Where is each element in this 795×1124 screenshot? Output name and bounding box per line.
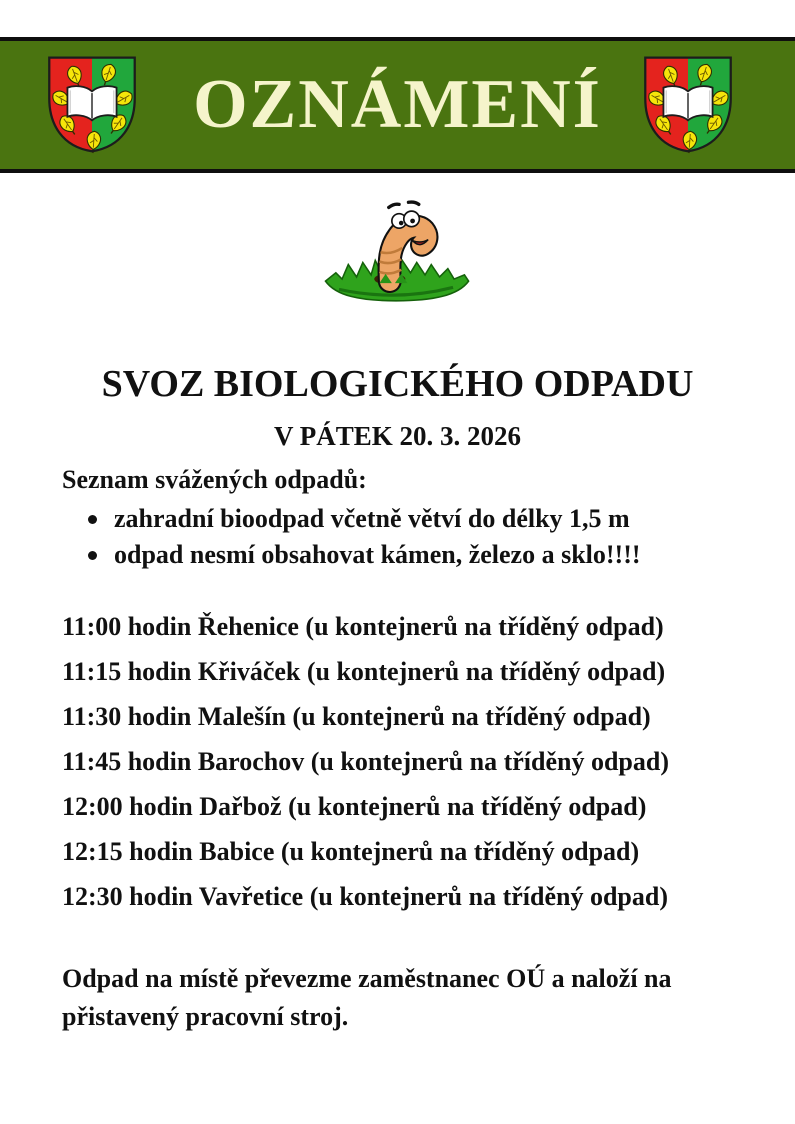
page-title: SVOZ BIOLOGICKÉHO ODPADU [101, 363, 694, 405]
waste-list-item [86, 501, 641, 537]
footer-line: Odpad na místě převezme zaměstnanec OÚ a naloží na [62, 964, 672, 993]
footer-line: přistavený pracovní stroj. [62, 1002, 349, 1031]
waste-list-item [86, 537, 641, 573]
waste-list-heading: Seznam svážených odpadů: [62, 465, 367, 494]
bullet-icon [88, 515, 97, 524]
announcement-banner [0, 41, 795, 169]
worm-eyebrow [408, 202, 418, 204]
schedule-list [62, 604, 669, 919]
waste-list-item-text: odpad nesmí obsahovat kámen, železo a sklo!!!! [114, 540, 641, 569]
waste-list-item-text: zahradní bioodpad včetně větví do délky 1,5 m [114, 504, 630, 533]
schedule-row: 12:00 hodin Dařbož (u kontejnerů na tříděný odpad) [62, 792, 647, 821]
earthworm-illustration [312, 194, 480, 306]
worm-eyebrow [389, 204, 399, 207]
footer-note [62, 960, 672, 1036]
schedule-row: 11:00 hodin Řehenice (u kontejnerů na tříděný odpad) [62, 612, 664, 641]
schedule-row: 11:45 hodin Barochov (u kontejnerů na tříděný odpad) [62, 747, 670, 776]
date-subtitle: V PÁTEK 20. 3. 2026 [273, 421, 522, 451]
schedule-row: 11:30 hodin Malešín (u kontejnerů na tříděný odpad) [62, 702, 651, 731]
coat-of-arms-icon [42, 50, 142, 158]
schedule-row: 11:15 hodin Křiváček (u kontejnerů na tříděný odpad) [62, 657, 666, 686]
banner-bottom-rule [0, 169, 795, 173]
banner-title: OZNÁMENÍ [193, 66, 602, 143]
bullet-icon [88, 551, 97, 560]
waste-list [86, 501, 641, 573]
schedule-row: 12:15 hodin Babice (u kontejnerů na tříděný odpad) [62, 837, 640, 866]
coat-of-arms-icon [638, 50, 738, 158]
schedule-row: 12:30 hodin Vavřetice (u kontejnerů na tříděný odpad) [62, 882, 668, 911]
